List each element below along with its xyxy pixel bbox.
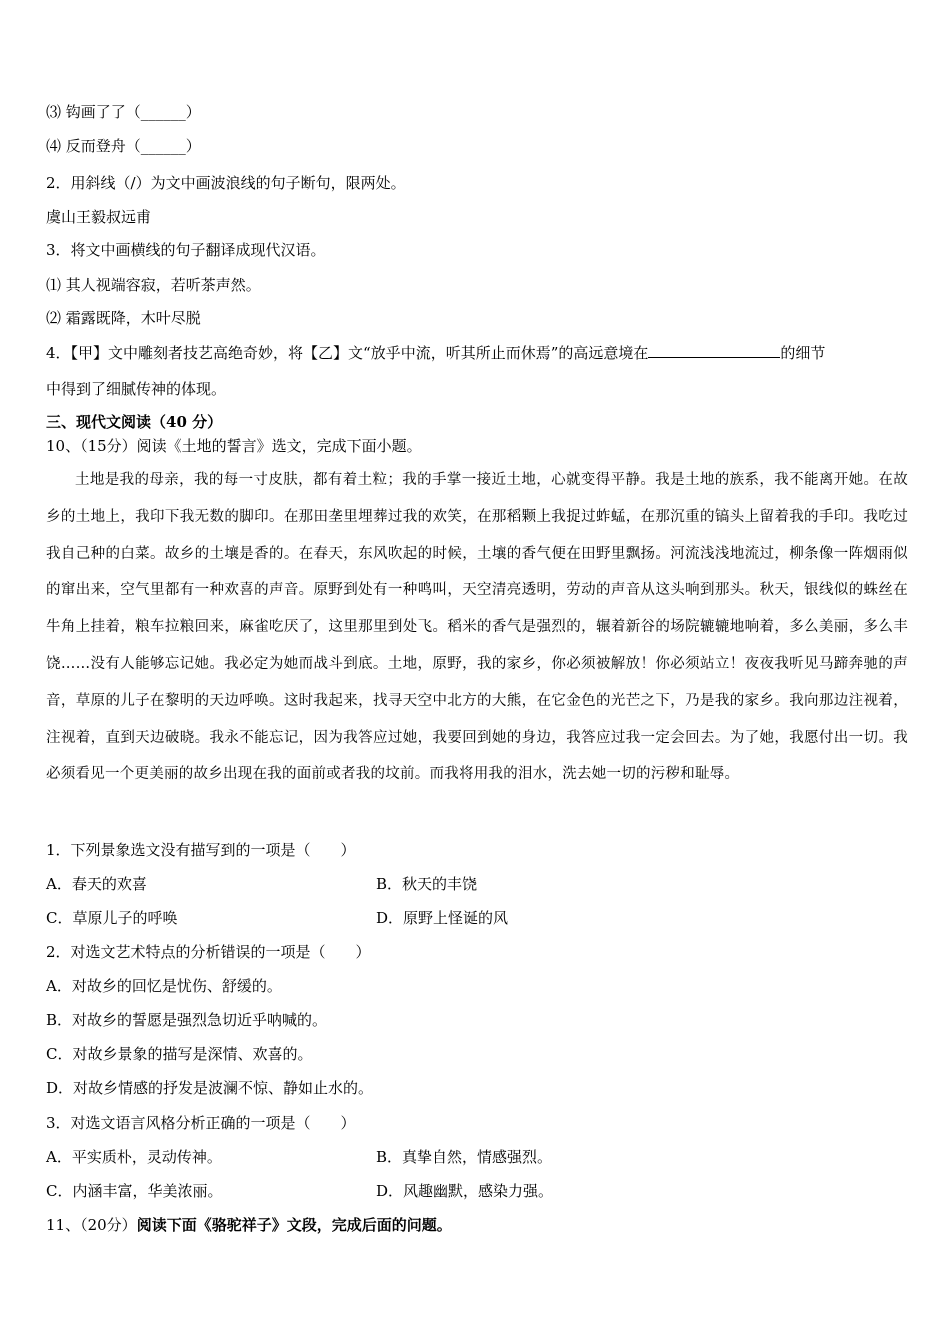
option-c[interactable]: C．草原儿子的呼唤: [46, 909, 178, 927]
q1-item-4: ⑷ 反而登舟（______）: [46, 137, 201, 155]
question-4-text: 4．【甲】文中雕刻者技艺高绝奇妙，将【乙】文“放乎中流，听其所止而休焉”的高远意境在: [46, 344, 649, 362]
question-2: 2．用斜线（/）为文中画波浪线的句子断句，限两处。: [46, 174, 406, 192]
question-3: 3．将文中画横线的句子翻译成现代汉语。: [46, 241, 326, 259]
question-4-text-end: 的细节: [780, 344, 826, 362]
section-heading: 三、现代文阅读（40 分）: [46, 413, 223, 431]
option-b[interactable]: B．对故乡的誓愿是强烈急切近乎呐喊的。: [46, 1011, 328, 1029]
question-2-sentence: 虞山王毅叔远甫: [46, 208, 152, 226]
question-10-intro: 10、（15分）阅读《土地的誓言》选文，完成下面小题。: [46, 437, 422, 455]
option-d[interactable]: D．原野上怪诞的风: [376, 909, 509, 927]
question-11-intro: [46, 1215, 452, 1235]
q3-item-1: ⑴ 其人视端容寂，若听茶声然。: [46, 276, 261, 294]
answer-blank[interactable]: [648, 356, 780, 358]
question-4-line2: 中得到了细腻传神的体现。: [46, 380, 227, 398]
option-d[interactable]: D．风趣幽默，感染力强。: [376, 1182, 554, 1200]
option-d[interactable]: D．对故乡情感的抒发是波澜不惊、静如止水的。: [46, 1079, 374, 1097]
option-c[interactable]: C．内涵丰富，华美浓丽。: [46, 1182, 223, 1200]
reading-passage: 土地是我的母亲，我的每一寸皮肤，都有着土粒；我的手掌一接近土地，心就变得平静。我是土地的族系，我不能离开她。在故乡的土地上，我印下我无数的脚印。在那田垄里埋葬过我的欢笑，在那稻颗上我捉过蚱蜢，在那沉重的镐头上留着我的手印。我吃过我自己种的白菜。故乡的土壤是香的。在春天，东风吹起的时候，土壤的香气便在田野里飘扬。河流浅浅地流过，柳条像一阵烟雨似的窜出来，空气里都有一种欢喜的声音。原野到处有一种鸣叫，天空清亮透明，劳动的声音从这头响到那头。秋天，银线似的蛛丝在牛角上挂着，粮车拉粮回来，麻雀吃厌了，这里那里到处飞。稻米的香气是强烈的，辗着新谷的场院辘辘地响着，多么美丽，多么丰饶……没有人能够忘记她。我必定为她而战斗到底。土地，原野，我的家乡，你必须被解放！你必须站立！夜夜我听见马蹄奔驰的声音，草原的儿子在黎明的天边呼唤。这时我起来，找寻天空中北方的大熊，在它金色的光芒之下，乃是我的家乡。我向那边注视着，注视着，直到天边破晓。我永不能忘记，因为我答应过她，我要回到她的身边，我答应过我一定会回去。为了她，我愿付出一切。我必须看见一个更美丽的故乡出现在我的面前或者我的坟前。而我将用我的泪水，洗去她一切的污秽和耻辱。: [46, 472, 908, 783]
q3-item-2: ⑵ 霜露既降，木叶尽脱: [46, 309, 201, 327]
option-b[interactable]: B．秋天的丰饶: [376, 875, 478, 893]
option-a[interactable]: A．春天的欢喜: [46, 875, 147, 893]
q10-sub-1-stem: 1．下列景象选文没有描写到的一项是（ ）: [46, 841, 356, 859]
question-11-number: 11、（20分）: [46, 1216, 137, 1234]
option-c[interactable]: C．对故乡景象的描写是深情、欢喜的。: [46, 1045, 313, 1063]
q1-item-3: ⑶ 钩画了了（______）: [46, 103, 201, 121]
option-a[interactable]: A．平实质朴，灵动传神。: [46, 1148, 222, 1166]
q10-sub-3-stem: 3．对选文语言风格分析正确的一项是（ ）: [46, 1114, 356, 1132]
option-b[interactable]: B．真挚自然，情感强烈。: [376, 1148, 553, 1166]
option-a[interactable]: A．对故乡的回忆是忧伤、舒缓的。: [46, 977, 282, 995]
q10-sub-2-stem: 2．对选文艺术特点的分析错误的一项是（ ）: [46, 943, 371, 961]
question-11-text: 阅读下面《骆驼祥子》文段，完成后面的问题。: [136, 1216, 452, 1234]
question-4: [46, 343, 825, 363]
